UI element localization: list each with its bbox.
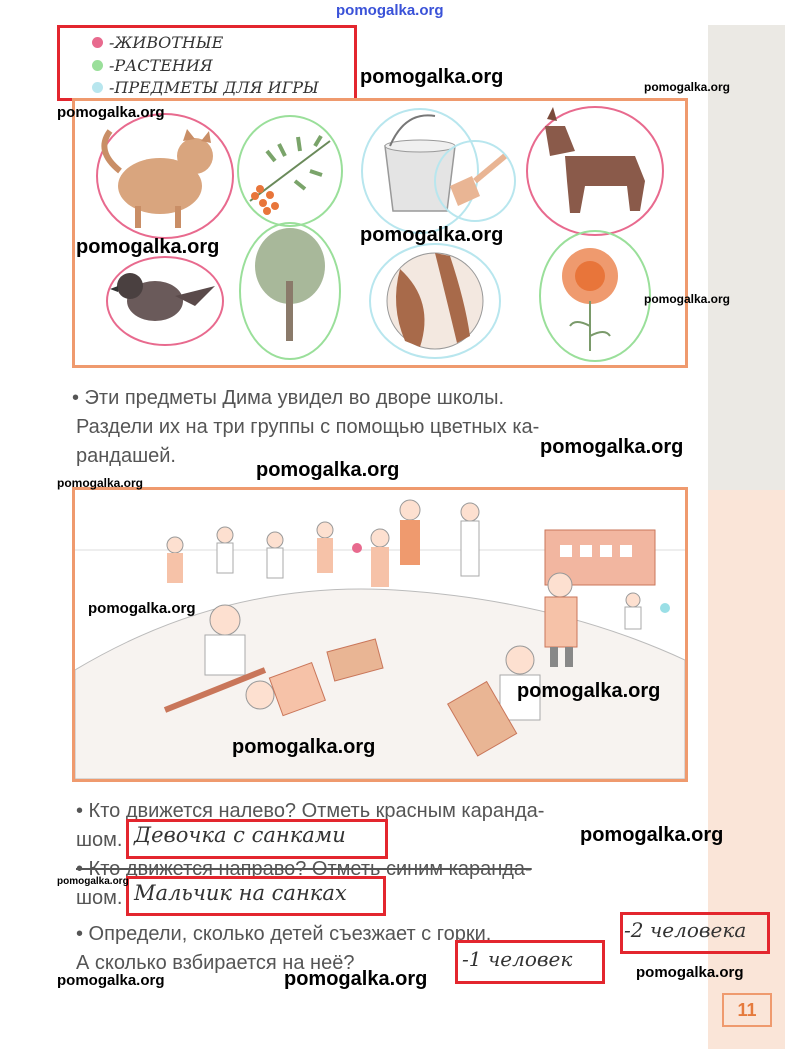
- pink-dot-icon: [92, 37, 103, 48]
- tree-illustration[interactable]: [240, 223, 340, 359]
- legend-item-toys: [92, 78, 319, 97]
- task2-q4-line: А сколько взбирается на неё?: [76, 952, 355, 974]
- bucket-illustration[interactable]: [362, 109, 478, 233]
- watermark[interactable]: pomogalka.org: [57, 876, 129, 887]
- task1-line-2: Раздели их на три группы с помощью цветных ка-: [76, 416, 540, 438]
- watermark[interactable]: pomogalka.org: [644, 292, 731, 306]
- ball-illustration[interactable]: [370, 244, 500, 358]
- task2-q2-line: • Кто движется направо? Отметь синим каранда-: [76, 858, 532, 880]
- watermark[interactable]: pomogalka.org: [57, 104, 165, 121]
- legend-label-toys: -ПРЕДМЕТЫ ДЛЯ ИГРЫ: [109, 78, 319, 97]
- page-number: 11: [722, 993, 772, 1027]
- legend-label-plants: -РАСТЕНИЯ: [109, 56, 213, 75]
- legend-item-animals: [92, 33, 223, 52]
- blue-dot-icon: [92, 82, 103, 93]
- task2-q1-line: • Кто движется налево? Отметь красным каранда-: [76, 800, 545, 822]
- answer-1: Девочка с санками: [134, 823, 346, 847]
- green-dot-icon: [92, 60, 103, 71]
- flower-illustration[interactable]: [540, 231, 650, 361]
- rowan-branch-illustration[interactable]: [238, 116, 342, 226]
- cat-illustration[interactable]: [97, 114, 233, 238]
- watermark[interactable]: pomogalka.org: [256, 459, 400, 481]
- legend-label-animals: -ЖИВОТНЫЕ: [109, 33, 224, 52]
- answer-4: -1 человек: [462, 947, 573, 971]
- task2-q2-prefix: шом.: [76, 887, 123, 909]
- watermark[interactable]: pomogalka.org: [517, 680, 661, 702]
- child-sliding-right-illustration[interactable]: [625, 593, 670, 629]
- answer-3: -2 человека: [624, 918, 747, 942]
- watermark[interactable]: pomogalka.org: [284, 968, 428, 990]
- watermark[interactable]: pomogalka.org: [360, 66, 504, 88]
- winter-scene-frame: [72, 487, 688, 782]
- watermark[interactable]: pomogalka.org: [540, 436, 684, 458]
- watermark[interactable]: pomogalka.org: [360, 224, 504, 246]
- task1-line-1: • Эти предметы Дима увидел во дворе школы.: [72, 387, 505, 409]
- watermark[interactable]: pomogalka.org: [57, 476, 144, 490]
- watermark[interactable]: pomogalka.org: [57, 972, 165, 989]
- watermark[interactable]: pomogalka.org: [636, 964, 744, 981]
- dog-illustration[interactable]: [527, 107, 663, 235]
- children-at-top-illustration: [167, 500, 479, 587]
- watermark[interactable]: pomogalka.org: [580, 824, 724, 846]
- task1-line-3: рандашей.: [76, 445, 176, 467]
- watermark[interactable]: pomogalka.org: [76, 236, 220, 258]
- bird-illustration[interactable]: [107, 257, 223, 345]
- task2-q1-prefix: шом.: [76, 829, 123, 851]
- watermark[interactable]: pomogalka.org: [88, 600, 196, 617]
- watermark[interactable]: pomogalka.org: [232, 736, 376, 758]
- answer-2: Мальчик на санках: [134, 881, 347, 905]
- legend-item-plants: [92, 56, 213, 75]
- watermark[interactable]: pomogalka.org: [644, 80, 731, 94]
- watermark-top[interactable]: pomogalka.org: [336, 2, 444, 19]
- task2-q3-line: • Определи, сколько детей съезжает с горки.: [76, 923, 492, 945]
